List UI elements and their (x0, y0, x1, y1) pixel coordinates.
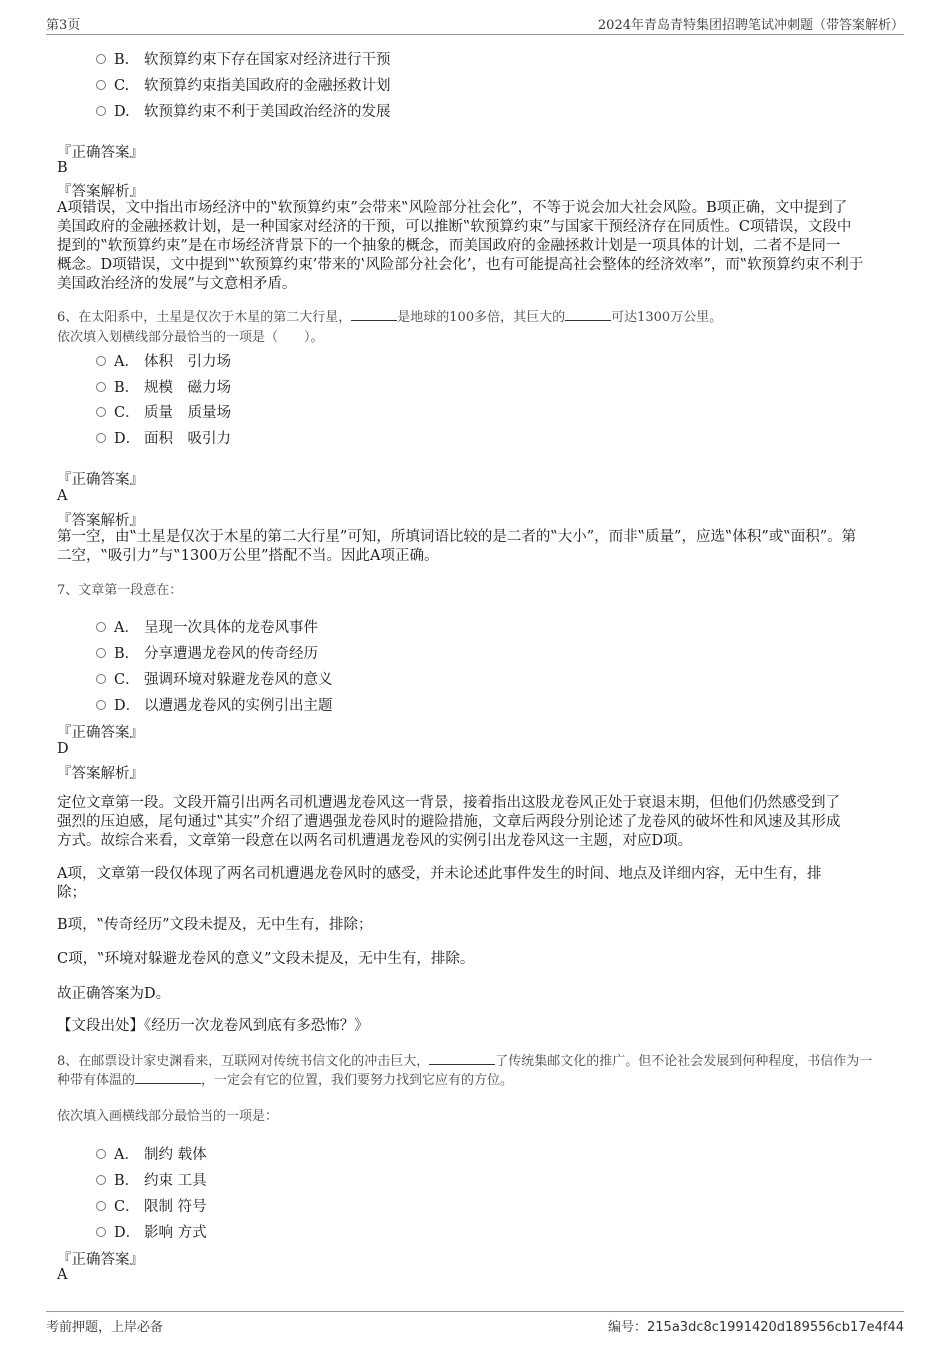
q8-option-a[interactable]: A． 制约 载体 (96, 1143, 207, 1164)
q7-option-b[interactable]: B． 分享遭遇龙卷风的传奇经历 (96, 642, 318, 663)
answer-blank (429, 1052, 495, 1065)
q6-option-d[interactable]: D． 面积 吸引力 (96, 427, 231, 448)
radio-icon[interactable] (96, 407, 106, 417)
q5-option-b[interactable]: B. 软预算约束下存在国家对经济进行干预 (96, 48, 391, 69)
radio-icon[interactable] (96, 622, 106, 632)
radio-icon[interactable] (96, 674, 106, 684)
radio-icon[interactable] (96, 106, 106, 116)
q7-analysis-p1: 定位文章第一段。文段开篇引出两名司机遭遇龙卷风这一背景，接着指出这股龙卷风正处于衰退末期，但他们仍然感受到了 强烈的压迫感，尾句通过‟其实”介绍了遭遇强龙卷风时的避险措施，文章后两段分别论述了龙卷风的破坏性和风速及其形成 方式。故综合来看，文章第一段意在以两名司机遭遇龙卷风的实例引出龙卷风这一主题，对应D项。 (57, 795, 841, 849)
q6-answer-label: 『正确答案』 (57, 472, 144, 488)
q7-answer: D (57, 741, 69, 757)
q6-stem: 6、在太阳系中，土星是仅次于木星的第二大行星， 是地球的100多倍，其巨大的 可达1300万公里。 (57, 310, 723, 325)
q6-answer: A (57, 488, 68, 504)
answer-blank (565, 308, 611, 321)
q6-analysis-label: 『答案解析』 (57, 513, 144, 529)
q7-option-d[interactable]: D． 以遭遇龙卷风的实例引出主题 (96, 694, 333, 715)
q5-option-d[interactable]: D. 软预算约束不利于美国政治经济的发展 (96, 100, 391, 121)
q8-instruction: 依次填入画横线部分最恰当的一项是： (57, 1109, 279, 1124)
q5-answer-label: 『正确答案』 (57, 145, 144, 161)
radio-icon[interactable] (96, 648, 106, 658)
radio-icon[interactable] (96, 356, 106, 366)
q7-analysis-p2: A项，文章第一段仅体现了两名司机遭遇龙卷风时的感受，并未论述此事件发生的时间、地点及详细内容，无中生有，排 除； (57, 866, 822, 901)
q5-answer: B (57, 160, 68, 176)
q8-option-b[interactable]: B． 约束 工具 (96, 1169, 207, 1190)
q6-option-b[interactable]: B． 规模 磁力场 (96, 376, 231, 397)
answer-blank (351, 308, 397, 321)
radio-icon[interactable] (96, 433, 106, 443)
radio-icon[interactable] (96, 700, 106, 710)
q7-option-a[interactable]: A． 呈现一次具体的龙卷风事件 (96, 616, 318, 637)
q7-analysis-label: 『答案解析』 (57, 766, 144, 782)
q8-stem: 8、在邮票设计家史渊看来，互联网对传统书信文化的冲击巨大， 了传统集邮文化的推广。但不论社会发展到何种程度，书信作为一 种带有体温的 ，一定会有它的位置，我们要努力找到它应有的方位。 (57, 1054, 873, 1088)
q7-analysis-p4: C项，‟环境对躲避龙卷风的意义”文段未提及，无中生有，排除。 (57, 951, 475, 967)
radio-icon[interactable] (96, 1149, 106, 1159)
radio-icon[interactable] (96, 1227, 106, 1237)
q6-option-a[interactable]: A． 体积 引力场 (96, 350, 231, 371)
q5-analysis: A项错误，文中指出市场经济中的‟软预算约束”会带来‟风险部分社会化”，不等于说会加大社会风险。B项正确，文中提到了 美国政府的金融拯救计划，是一种国家对经济的干预，可以推断‟软预算约束”与国家干预经济存在同质性。C项错误，文段中 提到的‟软预算约束”是在市场经济背景下的一个抽象的概念，而美国政府的金融拯救计划是一项具体的计划，二者不是同一 概念。D项错误，文中提到‟‛软预算约束’带来的‛风险部分社会化’，也有可能提高社会整体的经济效率”，而‟软预算约束不利于 美国政治经济的发展”与文意相矛盾。 (57, 200, 864, 292)
radio-icon[interactable] (96, 1201, 106, 1211)
page-footer (46, 1311, 904, 1342)
radio-icon[interactable] (96, 1175, 106, 1185)
radio-icon[interactable] (96, 54, 106, 64)
q8-option-c[interactable]: C． 限制 符号 (96, 1195, 207, 1216)
q5-analysis-label: 『答案解析』 (57, 184, 144, 200)
q8-answer-label: 『正确答案』 (57, 1252, 144, 1268)
q6-instruction: 依次填入划横线部分最恰当的一项是（ ）。 (57, 330, 324, 345)
radio-icon[interactable] (96, 382, 106, 392)
q5-option-c[interactable]: C. 软预算约束指美国政府的金融拯救计划 (96, 74, 391, 95)
q7-analysis-p5: 故正确答案为D。 (57, 986, 171, 1002)
q7-answer-label: 『正确答案』 (57, 725, 144, 741)
page-header (46, 14, 904, 35)
q6-option-c[interactable]: C． 质量 质量场 (96, 401, 231, 422)
document-title: 2024年青岛青特集团招聘笔试冲刺题（带答案解析） (597, 18, 904, 33)
page-number: 第3页 (46, 18, 81, 33)
q7-stem: 7、文章第一段意在： (57, 583, 183, 598)
footer-slogan: 考前押题，上岸必备 (46, 1320, 164, 1335)
q6-analysis: 第一空，由‟土星是仅次于木星的第二大行星”可知，所填词语比较的是二者的‟大小”，而非‟质量”，应选‟体积”或‟面积”。第 二空，‟吸引力”与‟1300万公里”搭配不当。因此A项正确。 (57, 529, 857, 564)
document-code: 编号：215a3dc8c1991420d189556cb17e4f44 (608, 1320, 904, 1335)
answer-blank (135, 1071, 201, 1084)
q8-option-d[interactable]: D． 影响 方式 (96, 1221, 207, 1242)
radio-icon[interactable] (96, 80, 106, 90)
q7-option-c[interactable]: C． 强调环境对躲避龙卷风的意义 (96, 668, 333, 689)
q8-answer: A (57, 1267, 68, 1283)
q7-source: 【文段出处】《经历一次龙卷风到底有多恐怖？》 (57, 1018, 369, 1034)
q7-analysis-p3: B项，‟传奇经历”文段未提及，无中生有，排除； (57, 917, 373, 933)
